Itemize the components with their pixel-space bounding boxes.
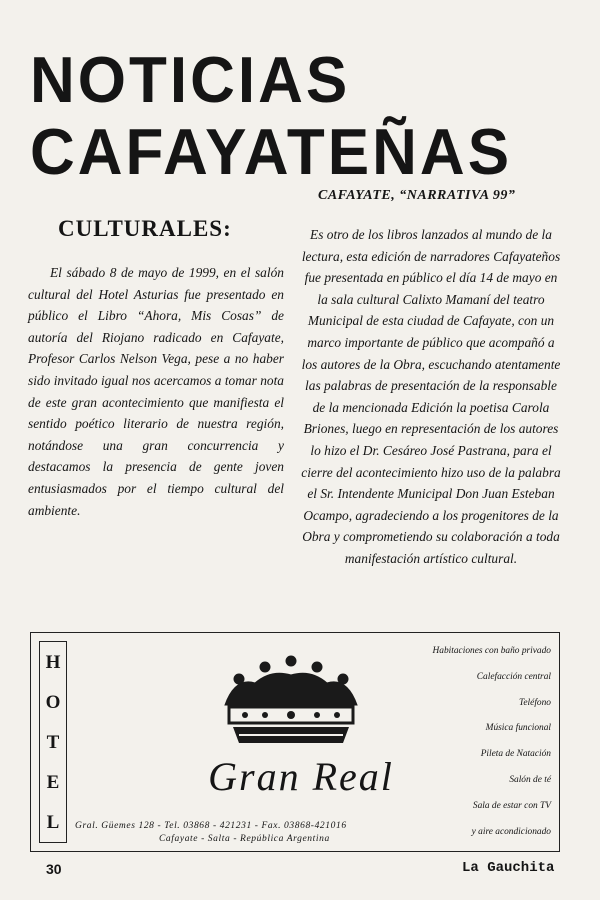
article-left-column: El sábado 8 de mayo de 1999, en el salón cultural del Hotel Asturias fue presentado en público el Libro “Ahora, Mis Cosas” de autoría del Riojano radicado en Cafayate, Profesor Carlos Nelson Vega, pese a no haber sido invitado igual nos acercamos a tomar nota de este gran acontecimiento que manifiesta el sentido poético literario de nuestra región, notándose una gran concurrencia y destacamos la presencia de gente joven entusiasmados por el tiempo cultural del ambiente. — [28, 265, 284, 518]
magazine-name: La Gauchita — [462, 860, 555, 876]
dateline: CAFAYATE, “NARRATIVA 99” — [318, 188, 516, 203]
amenity-item: Música funcional — [485, 723, 551, 734]
amenity-item: Pileta de Natación — [480, 749, 551, 760]
hotel-letter: T — [46, 731, 60, 753]
amenity-item: Teléfono — [519, 697, 551, 708]
crown-icon — [215, 653, 367, 751]
hotel-letter: O — [45, 691, 61, 713]
hotel-letter: L — [46, 811, 60, 833]
hotel-brand-name: Gran Real — [208, 754, 394, 799]
hotel-advertisement — [30, 632, 560, 852]
hotel-address: Gral. Güemes 128 - Tel. 03868 - 421231 - Fax. 03868-421016 — [75, 821, 347, 831]
article-right-column: Es otro de los libros lanzados al mundo de la lectura, esta edición de narradores Cafayateños fue presentada en público el día 14 de mayo en la sala cultural Calixto Mamaní del teatro Municipal de esta ciudad de Cafayate, con un marco importante de público que acompañó a los autores de la Obra, escuchando atentamente las palabras de presentación de la responsable de la mencionada Edición la poetisa Carola Briones, luego en representación de los autores lo hizo el Dr. Cesáreo José Pastrana, para el cierre del acontecimiento hizo uso de la palabra el Sr. Intendente Municipal Don Juan Esteban Ocampo, agradeciendo a los progenitores de la Obra y comprometiendo su colaboración a toda manifestación artístico cultural. — [301, 227, 561, 566]
hotel-amenities — [401, 639, 551, 845]
amenity-item: Calefacción central — [476, 671, 551, 682]
headline-line-1: NOTICIAS — [30, 44, 351, 117]
hotel-vertical-label — [39, 641, 67, 843]
amenity-item: Habitaciones con baño privado — [432, 646, 551, 656]
hotel-location: Cafayate - Salta - República Argentina — [159, 834, 330, 844]
amenity-item: y aire acondicionado — [471, 826, 551, 837]
amenity-item: Sala de estar con TV — [472, 800, 551, 811]
headline-line-2: CAFAYATEÑAS — [30, 116, 513, 189]
hotel-letter: H — [45, 651, 61, 673]
hotel-letter: E — [46, 771, 60, 793]
page-number: 30 — [46, 861, 62, 877]
section-heading: CULTURALES: — [58, 216, 232, 241]
amenity-item: Salón de té — [509, 774, 551, 785]
